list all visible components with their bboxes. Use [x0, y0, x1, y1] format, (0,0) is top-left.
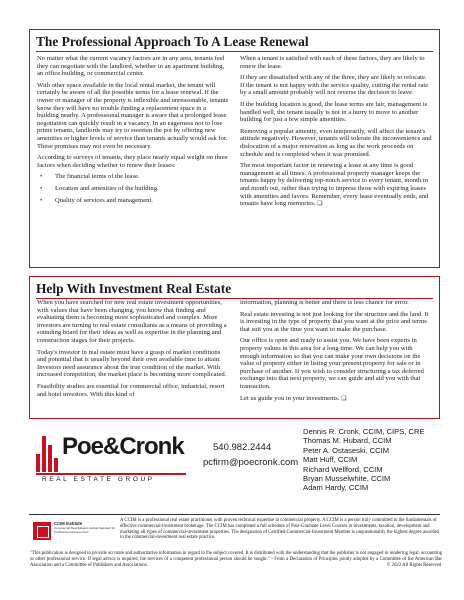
ccim-mark-icon [33, 522, 51, 540]
email-link[interactable]: pcfirm@poecronk.com [203, 457, 299, 468]
logo-name: Poe&Cronk [62, 433, 184, 460]
list-item: Matt Huff, CCIM [303, 455, 358, 465]
ccim-description: A CCIM is a professional real estate practitioner with proven technical expertise in commercial property. A CCIM is a person truly committed to the fundamentals of effective commercial-investment brokerage. The CCIM has completed a full schedule of Post-Graduate Level Courses in investments, taxation, development and marketing all types of commercial-investment properties. The designation of Certified Commercial-Investment Member is unquestionably the highest degree awarded in the commercial-investment real estate practice. [120, 518, 440, 541]
paragraph: According to surveys of tenants, they place nearly equal weight on three factors when deciding whether to renew their leases: [37, 154, 228, 169]
agent-list [303, 427, 425, 493]
paragraph: When a tenant is satisfied with each of these factors, they are likely to renew the lease. [240, 55, 425, 70]
lease-renewal-columns [37, 55, 432, 212]
copyright-notice: © 2022 All Rights Reserved [386, 563, 441, 568]
investment-right-column [240, 299, 432, 406]
list-item: Peter A. Ostaseski, CCIM [303, 445, 390, 455]
logo-subtitle: REAL ESTATE GROUP [42, 476, 155, 483]
company-logo [36, 428, 186, 486]
ccim-logo [33, 520, 115, 546]
ccim-logo-title: CCIM Institute [54, 521, 83, 526]
investment-article [29, 276, 440, 419]
paragraph: If the building location is good, the lease terms are fair, management is handled well, the tenant usually is not in a hurry to move to another building for just a few simple amenities. [240, 100, 428, 124]
paragraph: Real estate investing is not just looking for the structure and the land. It is investing in the type of property that you want at the price and terms that suit you at the time you want to make the purchase. [240, 310, 429, 333]
list-item: Bryan Musselwhite, CCIM [303, 474, 391, 484]
list-item: Richard Wellford, CCIM [303, 464, 383, 474]
building-icon [36, 436, 58, 472]
list-item: Adam Hardy, CCIM [303, 483, 369, 493]
paragraph: Removing a popular amenity, even temporarily, will affect the tenant's attitude negatively. However, tenants will tolerate the inconvenience and dislocation of a major renovation as long as the work proceeds on schedule and is completed when it was promised. [240, 127, 432, 158]
investment-columns [37, 299, 432, 406]
paragraph: If they are dissatisfied with any of the three, they are likely to relocate. If the tenant is not happy with the service quality, cutting the rental rate by a small amount probably will not reverse the decision to leave. [240, 74, 429, 97]
paragraph: Feasibility studies are essential for commercial office, industrial, resort and hotel investors. With this kind of [37, 382, 225, 398]
investment-title: Help With Investment Real Estate [36, 281, 433, 299]
renewal-factors-list [37, 173, 229, 204]
list-item: • Location and amenities of the building. [37, 185, 229, 193]
paragraph: Today's investor in real estate must have a grasp of market conditions and potential that is usually beyond their own available time to attain. Investors need assurance about the true condition of the market. With increased competition, the market place is becoming more complicated. [37, 348, 227, 379]
phone-number[interactable]: 540.982.2444 [213, 442, 272, 453]
paragraph: information, planning is better and there is less chance for error. [240, 299, 409, 306]
paragraph-text: Let us guide you in your investments. [240, 394, 340, 402]
paragraph [240, 162, 432, 208]
list-item: • Quality of services and management. [37, 197, 229, 205]
end-mark-icon: ❏ [341, 394, 347, 402]
paragraph-text: The most important factor in renewing a lease at any time is good management at all times. A professional property manager keeps the tenants happy by delivering top-notch service to every tenant, month in and month out, rather than trying to impress those with expiring leases with amenities and favors. Remember, every lease eventually ends, and tenants have long memories. [240, 162, 429, 208]
lease-renewal-left-column [37, 55, 229, 212]
ccim-logo-subtitle: Commercial Real Estate's Global Standard for Professional Achievement [54, 526, 116, 534]
lease-renewal-title: The Professional Approach To A Lease Renewal [36, 34, 433, 52]
paragraph: No matter what the current vacancy factors are in any area, tenants feel they can negotiate with the landlord, whether in an apartment building, an office building, or commercial center. [37, 55, 225, 78]
paragraph: Our office is open and ready to assist you. We have been experts in property values in this area for a long time. We can help you with enough information so that you can make your own decisions on the value of property either in listing your present property for sale or in purchase of another. If you wish to consider structuring a tax deferred exchange into that next property, we can guide and aid you with that transaction. [240, 337, 424, 390]
paragraph [240, 395, 432, 403]
lease-renewal-article [29, 29, 440, 268]
lease-renewal-right-column [240, 55, 432, 212]
list-item: Thomas M. Hubard, CCIM [303, 436, 392, 446]
paragraph: When you have searched for new real estate investment opportunities, with values that have been changing, you know that finding and evaluating them is becoming more sophisticated and complex. More investors are turning to real estate consultants as a means of providing a sounding board for their ideas as well as expertise in the planning and construction stages for their projects. [37, 299, 227, 344]
legal-disclaimer: "This publication is designed to provide accurate and authoritative information in regard to the subject covered. It is distributed with the understanding that the publisher is not engaged in rendering legal, accounting or other professional service. If legal advice is required, the services of a competent professional person should be sought." - From a Declaration of Principles jointly adopted by a Committee of the American Bar Association and a Committee of Publishers and Associations. [30, 551, 442, 568]
list-item: Dennis R. Cronk, CCIM, CIPS, CRE [303, 427, 425, 436]
investment-left-column [37, 299, 229, 406]
paragraph: With other space available in the local rental market, the tenant will certainly be aware of all the possible terms for a lease renewal. If the owner or manager of the property is inflexible and unreasonable, tenants know they will have no trouble finding a replacement space in a building nearby. A professional manager is aware that a prolonged lease negotiation can quickly result in a vacancy. In an eagerness not to lose prime tenants, landlords may try to sweeten the pot by offering new amenities or higher levels of service than tenants actually would ask for. These promises may not even be necessary. [37, 81, 229, 150]
end-mark-icon: ❏ [317, 200, 323, 208]
logo-divider [36, 473, 186, 475]
list-item: • The financial terms of the lease. [37, 173, 229, 181]
footer-divider [29, 514, 440, 515]
